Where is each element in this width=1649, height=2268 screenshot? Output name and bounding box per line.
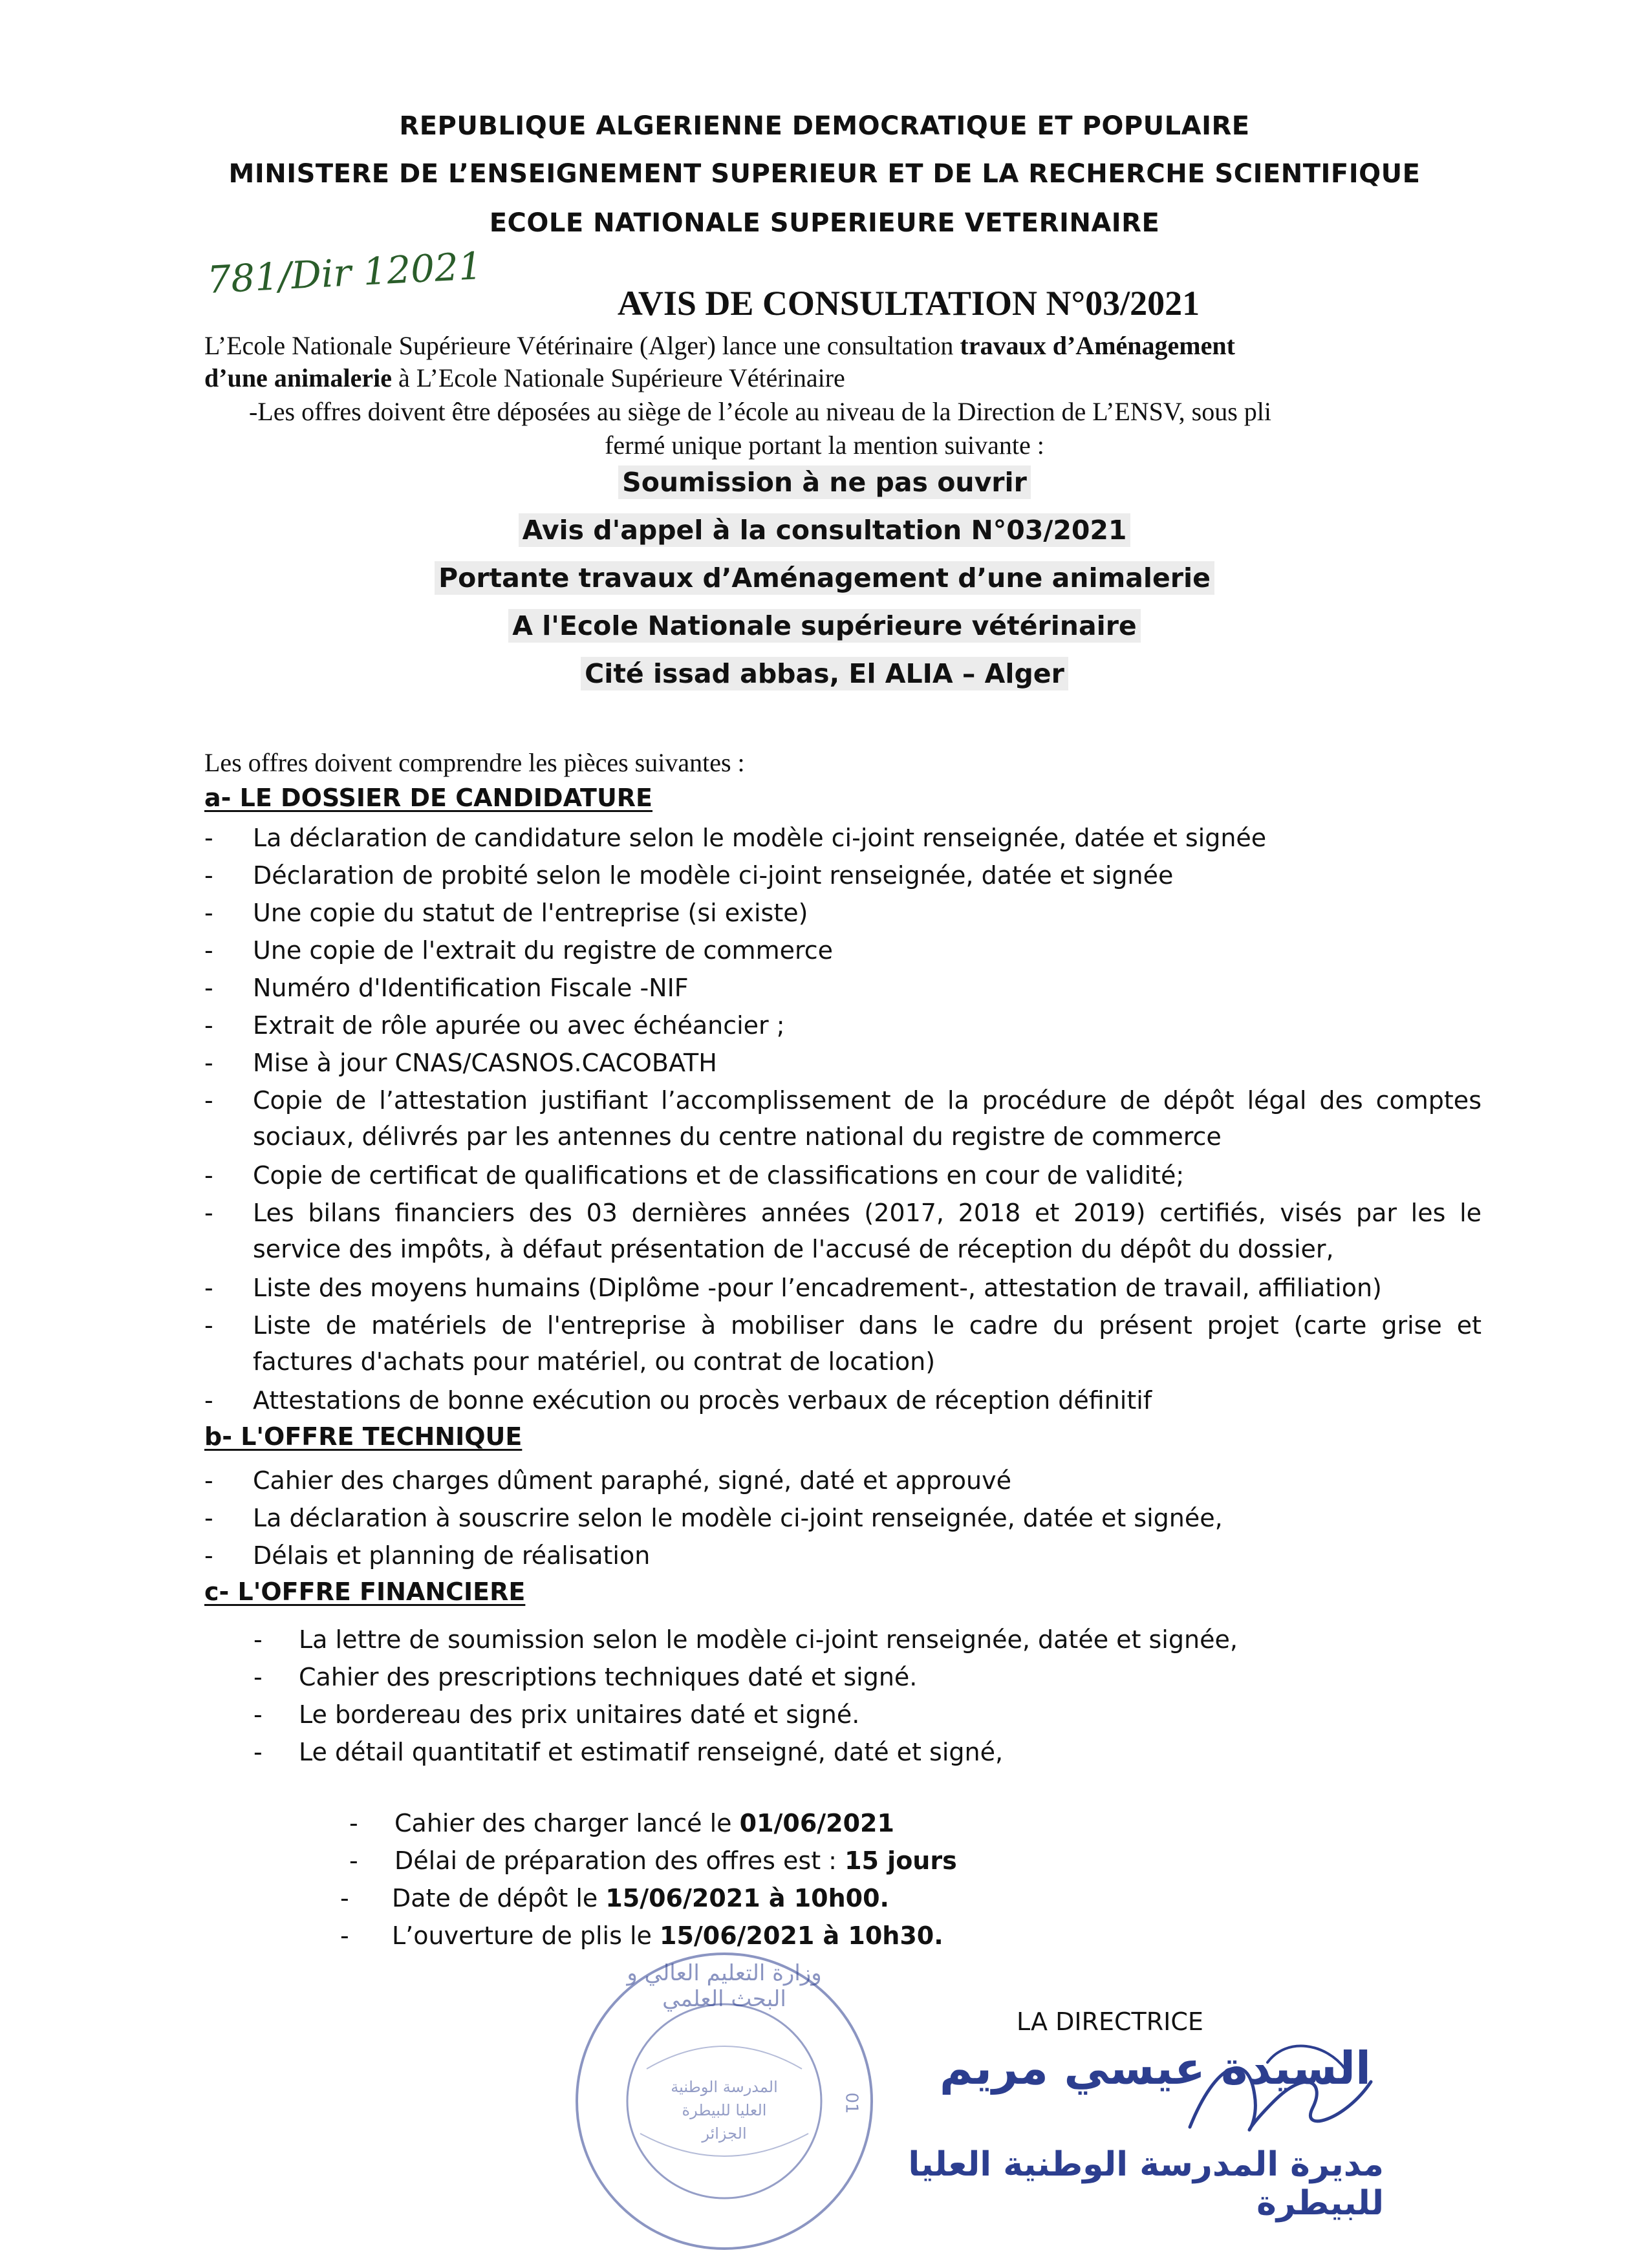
header-republic: REPUBLIQUE ALGERIENNE DEMOCRATIQUE ET POPULAIRE: [399, 111, 1250, 141]
stamp-number: 01: [841, 2092, 861, 2114]
handwritten-signature: [1177, 2024, 1384, 2166]
handwritten-reference: 781/Dir 12021: [206, 243, 484, 303]
section-b-heading: b- L'OFFRE TECHNIQUE: [204, 1422, 523, 1451]
header-school: ECOLE NATIONALE SUPERIEURE VETERINAIRE: [489, 208, 1160, 238]
mention-line-4: A l'Ecole Nationale supérieure vétérinaire: [0, 610, 1649, 641]
mention-line-2: Avis d'appel à la consultation N°03/2021: [0, 515, 1649, 546]
mention-line-1: Soumission à ne pas ouvrir: [0, 467, 1649, 498]
section-c-heading: c- L'OFFRE FINANCIERE: [204, 1578, 526, 1606]
intro-deposit-line: -Les offres doivent être déposées au siège de l’école au niveau de la Direction de L’ENSV, sous pli: [249, 397, 1271, 426]
stamp-outer-text: وزارة التعليم العالي و البحث العلمي: [627, 1960, 822, 2012]
intro-text-c: d’une animalerie: [204, 363, 392, 392]
signature-label: LA DIRECTRICE: [1017, 2007, 1203, 2036]
mention-line-3: Portante travaux d’Aménagement d’une animalerie: [0, 562, 1649, 594]
pieces-intro: Les offres doivent comprendre les pièces suivantes :: [204, 748, 745, 777]
document-title: AVIS DE CONSULTATION N°03/2021: [617, 284, 1200, 323]
section-a-heading: a- LE DOSSIER DE CANDIDATURE: [204, 784, 653, 812]
official-stamp: [569, 1946, 879, 2256]
stamp-inner-text: المدرسة الوطنية العليا للبيطرة الجزائر: [671, 2078, 778, 2143]
signature-scribble-icon: [1177, 2024, 1384, 2166]
intro-text-a: L’Ecole Nationale Supérieure Vétérinaire (Alger) lance une consultation: [204, 331, 960, 360]
mention-line-5: Cité issad abbas, El ALIA – Alger: [0, 658, 1649, 689]
signature-arabic-name: السيدة عيسي مريم: [939, 2042, 1371, 2095]
intro-text-d: à L’Ecole Nationale Supérieure Vétérinaire: [391, 363, 845, 392]
intro-text-b: travaux d’Aménagement: [960, 331, 1235, 360]
intro-paragraph: [204, 330, 1433, 394]
signature-arabic-title: مديرة المدرسة الوطنية العليا للبيطرة: [908, 2145, 1384, 2223]
header-ministry: MINISTERE DE L’ENSEIGNEMENT SUPERIEUR ET DE LA RECHERCHE SCIENTIFIQUE: [228, 159, 1421, 189]
intro-mention-line: fermé unique portant la mention suivante :: [605, 431, 1044, 460]
